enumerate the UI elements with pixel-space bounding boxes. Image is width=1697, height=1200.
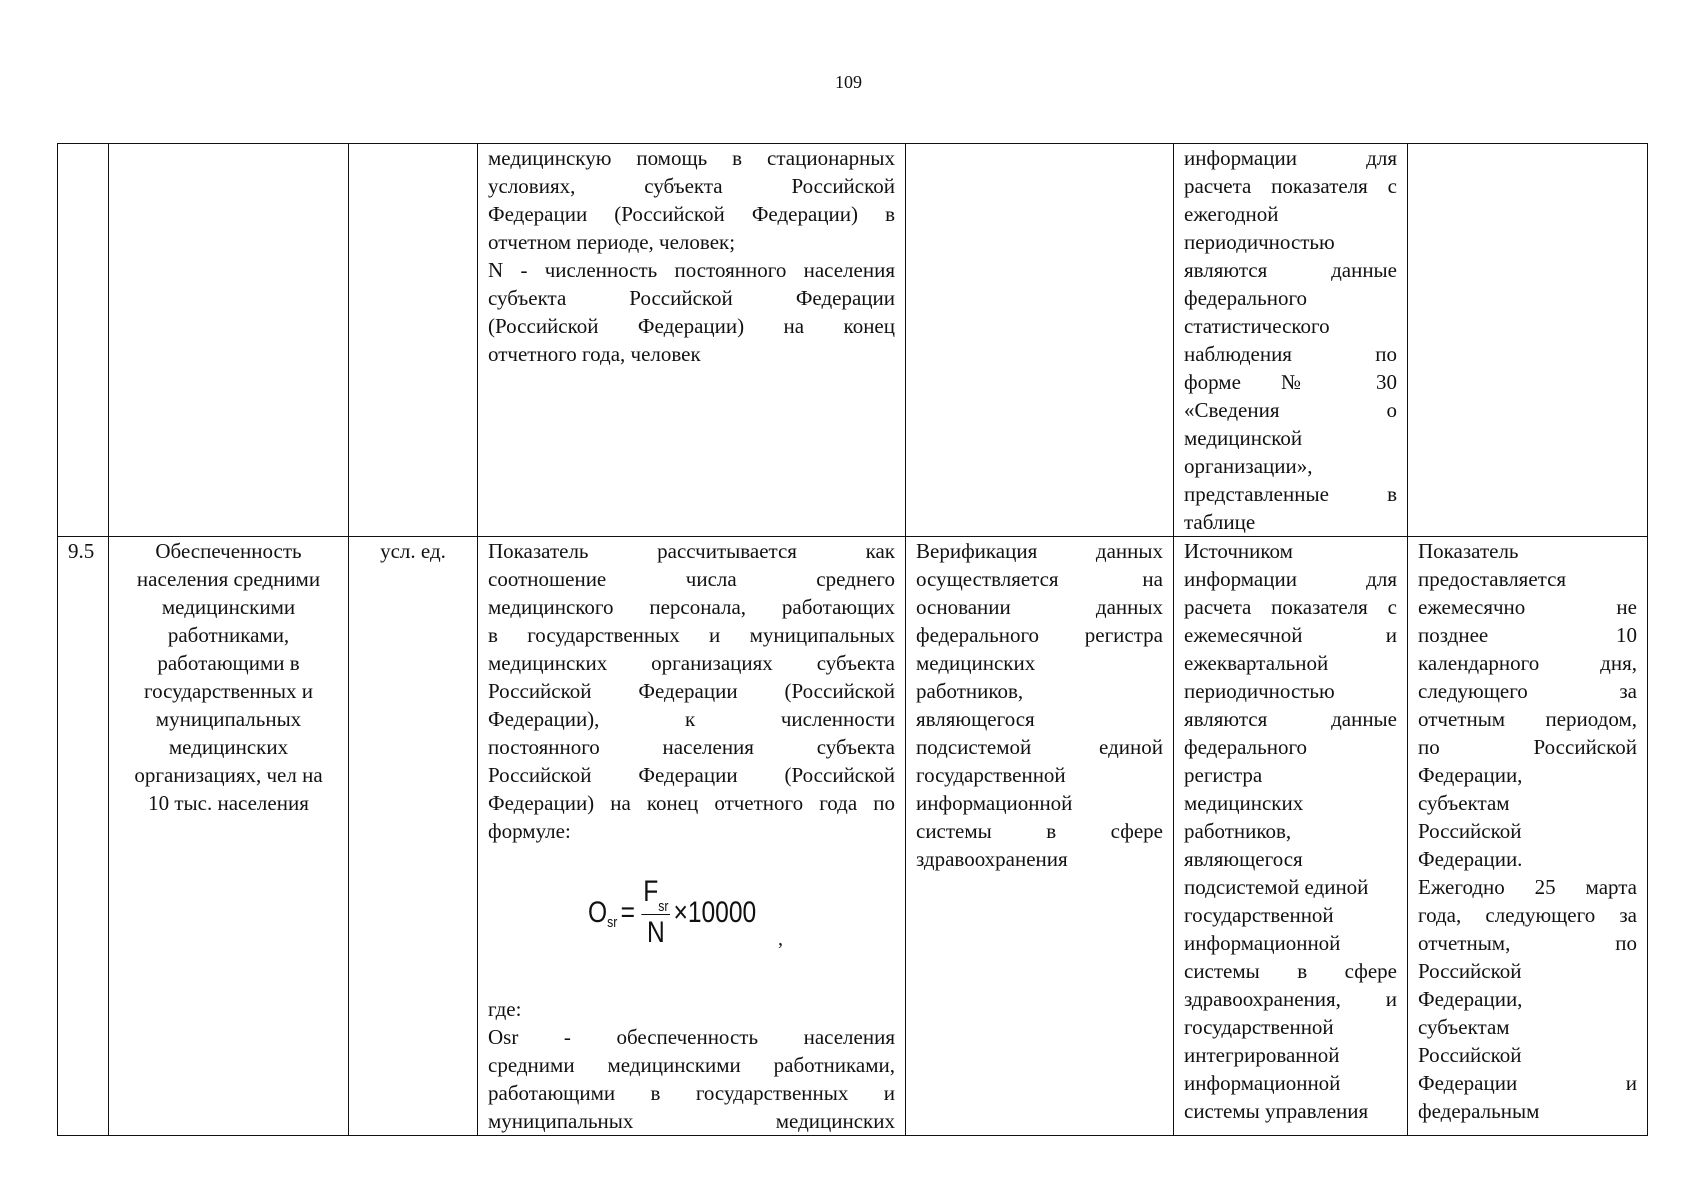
text-line: 10 тыс. населения: [148, 791, 309, 815]
source-text: [1184, 144, 1397, 536]
text-line: форме № 30: [1184, 370, 1397, 394]
text-line: года, следующего за: [1418, 903, 1637, 927]
method-after-text: [488, 995, 895, 1135]
cell-periodicity: [1408, 144, 1648, 537]
cell-indicator: [109, 537, 349, 1136]
text-line: соотношение числа среднего: [488, 567, 895, 591]
text-line: федеральным: [1418, 1099, 1540, 1123]
text-line: N - численность постоянного населения: [488, 258, 895, 282]
text-line: населения средними: [136, 567, 321, 591]
formula-denominator: N: [647, 916, 665, 949]
text-line: информации для: [1184, 146, 1397, 170]
text-line: информации для: [1184, 567, 1397, 591]
text-line: представленные в: [1184, 482, 1397, 506]
text-line: федерального регистра: [916, 623, 1163, 647]
text-line: медицинского персонала, работающих: [488, 595, 895, 619]
cell-source: [1174, 144, 1408, 537]
text-line: медицинских: [916, 651, 1036, 675]
text-line: работающими в: [157, 651, 300, 675]
cell-unit: [349, 144, 478, 537]
text-line: расчета показателя с: [1184, 174, 1397, 198]
text-line: интегрированной: [1184, 1043, 1340, 1067]
text-line: являются данные: [1184, 707, 1397, 731]
formula-fraction: [642, 875, 671, 951]
text-line: системы в сфере: [916, 819, 1163, 843]
text-line: являющегося: [1184, 847, 1303, 871]
cell-verification: [906, 144, 1174, 537]
text-line: наблюдения по: [1184, 342, 1397, 366]
text-line: периодичностью: [1184, 679, 1335, 703]
formula-multiplier: ×10000: [673, 896, 757, 929]
formula: [588, 875, 756, 951]
numerator-subscript: sr: [658, 898, 669, 915]
periodicity-text: [1418, 537, 1637, 1125]
text-line: «Сведения о: [1184, 398, 1397, 422]
formula-equals: =: [620, 896, 636, 929]
text-line: здравоохранения, и: [1184, 987, 1397, 1011]
text-line: следующего за: [1418, 679, 1637, 703]
text-line: Федерации,: [1418, 763, 1523, 787]
text-line: муниципальных медицинских: [488, 1109, 895, 1133]
where-label: где:: [488, 997, 522, 1021]
verification-text: [916, 537, 1163, 873]
text-line: медицинскими: [161, 595, 296, 619]
text-line: Верификация данных: [916, 539, 1163, 563]
text-line: Ежегодно 25 марта: [1418, 875, 1637, 899]
text-line: Источником: [1184, 539, 1293, 563]
text-line: Федерации.: [1418, 847, 1523, 871]
text-line: средними медицинскими работниками,: [488, 1053, 895, 1077]
text-line: Обеспеченность: [155, 539, 302, 563]
text-line: Федерации и: [1418, 1071, 1637, 1095]
text-line: субъекта Российской Федерации: [488, 286, 895, 310]
cell-indicator: [109, 144, 349, 537]
formula-numerator: [642, 875, 671, 915]
text-line: расчета показателя с: [1184, 595, 1397, 619]
cell-periodicity: [1408, 537, 1648, 1136]
text-line: отчетным, по: [1418, 931, 1637, 955]
cell-source: [1174, 537, 1408, 1136]
text-line: медицинских: [168, 735, 289, 759]
table-row: [58, 537, 1648, 1136]
text-line: ежеквартальной: [1184, 651, 1329, 675]
text-line: государственной: [1184, 903, 1334, 927]
text-line: по Российской: [1418, 735, 1637, 759]
text-line: Российской Федерации (Российской: [488, 763, 895, 787]
row-number: 9.5: [68, 539, 95, 563]
text-line: (Российской Федерации) на конец: [488, 314, 895, 338]
text-line: работников,: [1184, 819, 1292, 843]
text-line: Федерации,: [1418, 987, 1523, 1011]
text-line: осуществляется на: [916, 567, 1163, 591]
text-line: медицинской: [1184, 426, 1303, 450]
text-line: системы управления: [1184, 1099, 1369, 1123]
text-line: муниципальных: [155, 707, 302, 731]
method-text: [488, 537, 895, 845]
cell-method: [478, 537, 906, 1136]
text-line: календарного дня,: [1418, 651, 1637, 675]
text-line: государственных и: [143, 679, 314, 703]
text-line: являются данные: [1184, 258, 1397, 282]
text-line: информационной: [1184, 1071, 1341, 1095]
formula-lhs-subscript: sr: [607, 914, 618, 931]
text-line: работниками,: [167, 623, 290, 647]
text-line: информационной: [1184, 931, 1341, 955]
text-line: отчетного года, человек: [488, 342, 701, 366]
text-line: государственной: [916, 763, 1066, 787]
text-line: таблице: [1184, 510, 1256, 534]
text-line: регистра: [1184, 763, 1263, 787]
text-line: федерального: [1184, 735, 1308, 759]
text-line: медицинских: [1184, 791, 1304, 815]
text-line: отчетном периоде, человек;: [488, 230, 736, 254]
text-line: работающими в государственных и: [488, 1081, 895, 1105]
formula-lhs: O: [588, 896, 608, 929]
text-line: ежегодной: [1184, 202, 1279, 226]
text-line: субъектам: [1418, 1015, 1510, 1039]
text-line: формуле:: [488, 819, 571, 843]
text-line: являющегося: [916, 707, 1035, 731]
text-line: в государственных и муниципальных: [488, 623, 895, 647]
text-line: предоставляется: [1418, 567, 1567, 591]
page-number: 109: [835, 72, 862, 92]
text-line: отчетным периодом,: [1418, 707, 1637, 731]
formula-block: [488, 845, 895, 995]
text-line: информационной: [916, 791, 1073, 815]
text-line: ежемесячно не: [1418, 595, 1637, 619]
text-line: Федерации) на конец отчетного года по: [488, 791, 895, 815]
text-line: Osr - обеспеченность населения: [488, 1025, 895, 1049]
cell-verification: [906, 537, 1174, 1136]
text-line: федерального: [1184, 286, 1308, 310]
method-text: [488, 144, 895, 368]
text-line: позднее 10: [1418, 623, 1637, 647]
text-line: государственной: [1184, 1015, 1334, 1039]
text-line: Федерации (Российской Федерации) в: [488, 202, 895, 226]
cell-method: [478, 144, 906, 537]
text-line: постоянного населения субъекта: [488, 735, 895, 759]
cell-unit: [349, 537, 478, 1136]
text-line: Российской Федерации (Российской: [488, 679, 895, 703]
indicators-table: [57, 143, 1648, 1136]
text-line: Российской: [1418, 819, 1522, 843]
formula-comma: ,: [778, 928, 783, 950]
text-line: Показатель: [1418, 539, 1519, 563]
text-line: медицинскую помощь в стационарных: [488, 146, 895, 170]
unit-text: усл. ед.: [380, 539, 446, 563]
text-line: Российской: [1418, 959, 1522, 983]
text-line: ежемесячной и: [1184, 623, 1397, 647]
text-line: работников,: [916, 679, 1024, 703]
text-line: организации»,: [1184, 454, 1313, 478]
cell-number: [58, 144, 109, 537]
text-line: Показатель рассчитывается как: [488, 539, 895, 563]
text-line: здравоохранения: [916, 847, 1068, 871]
text-line: системы в сфере: [1184, 959, 1397, 983]
text-line: статистического: [1184, 314, 1330, 338]
text-line: основании данных: [916, 595, 1163, 619]
text-line: организациях, чел на: [134, 763, 323, 787]
text-line: субъектам: [1418, 791, 1510, 815]
text-line: условиях, субъекта Российской: [488, 174, 895, 198]
text-line: медицинских организациях субъекта: [488, 651, 895, 675]
cell-number: [58, 537, 109, 1136]
numerator-symbol: F: [643, 875, 659, 908]
table-row: [58, 144, 1648, 537]
text-line: подсистемой единой: [1184, 875, 1369, 899]
text-line: Федерации), к численности: [488, 707, 895, 731]
text-line: подсистемой единой: [916, 735, 1163, 759]
text-line: периодичностью: [1184, 230, 1335, 254]
text-line: Российской: [1418, 1043, 1522, 1067]
indicator-text: [119, 537, 338, 817]
source-text: [1184, 537, 1397, 1125]
